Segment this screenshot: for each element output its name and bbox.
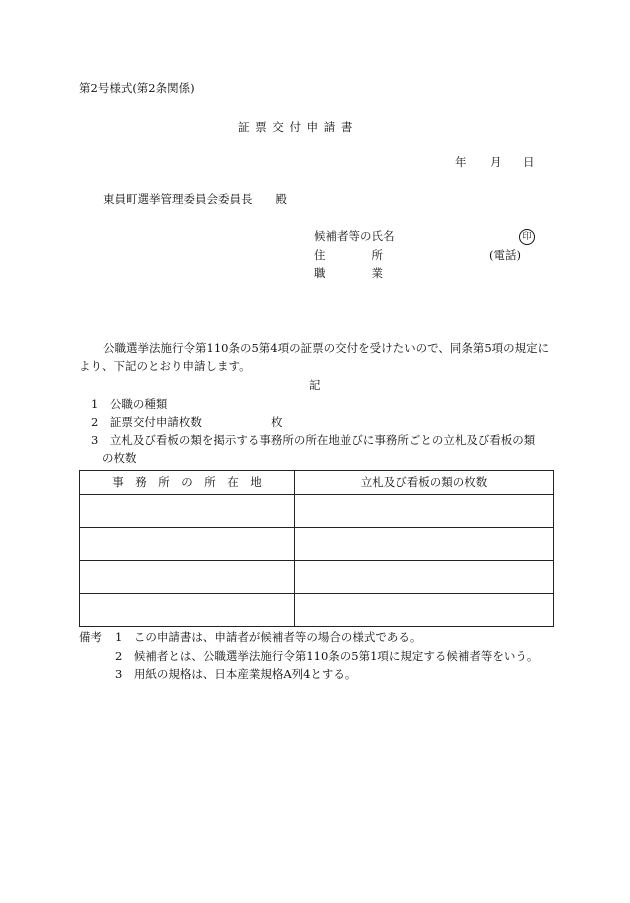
cell-sign-count[interactable] [295,594,554,627]
cell-office-location[interactable] [80,495,295,528]
table-row [80,495,554,528]
applicant-address-label: 住 所 [314,248,383,262]
applicant-name-label: 候補者等の氏名 [314,229,395,243]
item-3-line-1: 3 立札及び看板の類を掲示する事務所の所在地並びに事務所ごとの立札及び看板の類 [91,433,536,447]
office-table [79,470,554,627]
cell-sign-count[interactable] [295,528,554,561]
note-1: 1 この申請書は、申請者が候補者等の場合の様式である。 [115,630,422,644]
applicant-phone-label: (電話) [489,248,521,262]
date-day: 日 [523,155,535,169]
header-office-location: 事 務 所 の 所 在 地 [80,471,295,495]
addressee: 東員町選挙管理委員会委員長 殿 [103,192,287,206]
table-row [80,594,554,627]
table-header-row [80,471,554,495]
cell-office-location[interactable] [80,528,295,561]
note-2: 2 候補者とは、公職選挙法施行令第110条の5第1項に規定する候補者等をいう。 [115,649,539,663]
page-title: 証 票 交 付 申 請 書 [238,120,354,134]
table-row [80,528,554,561]
seal-mark [519,229,535,245]
cell-office-location[interactable] [80,561,295,594]
item-1: 1 公職の種類 [91,397,168,411]
note-3: 3 用紙の規格は、日本産業規格A列4とする。 [115,667,357,681]
date-month: 月 [490,155,502,169]
item-2-unit: 枚 [271,415,283,429]
applicant-occupation-label: 職 業 [314,266,383,280]
date-year: 年 [455,155,467,169]
item-2: 2 証票交付申請枚数 [91,415,202,429]
cell-sign-count[interactable] [295,561,554,594]
cell-office-location[interactable] [80,594,295,627]
item-3-line-2: の枚数 [102,451,137,465]
header-sign-count: 立札及び看板の類の枚数 [295,471,554,495]
ki-heading: 記 [309,378,321,392]
notes-label: 備考 [79,630,102,644]
body-line-2: より、下記のとおり申請します。 [79,359,251,373]
seal-icon: 印 [519,229,535,245]
form-number: 第2号様式(第2条関係) [79,81,195,95]
table-row [80,561,554,594]
cell-sign-count[interactable] [295,495,554,528]
body-line-1: 公職選挙法施行令第110条の5第4項の証票の交付を受けたいので、同条第5項の規定に [103,341,550,355]
